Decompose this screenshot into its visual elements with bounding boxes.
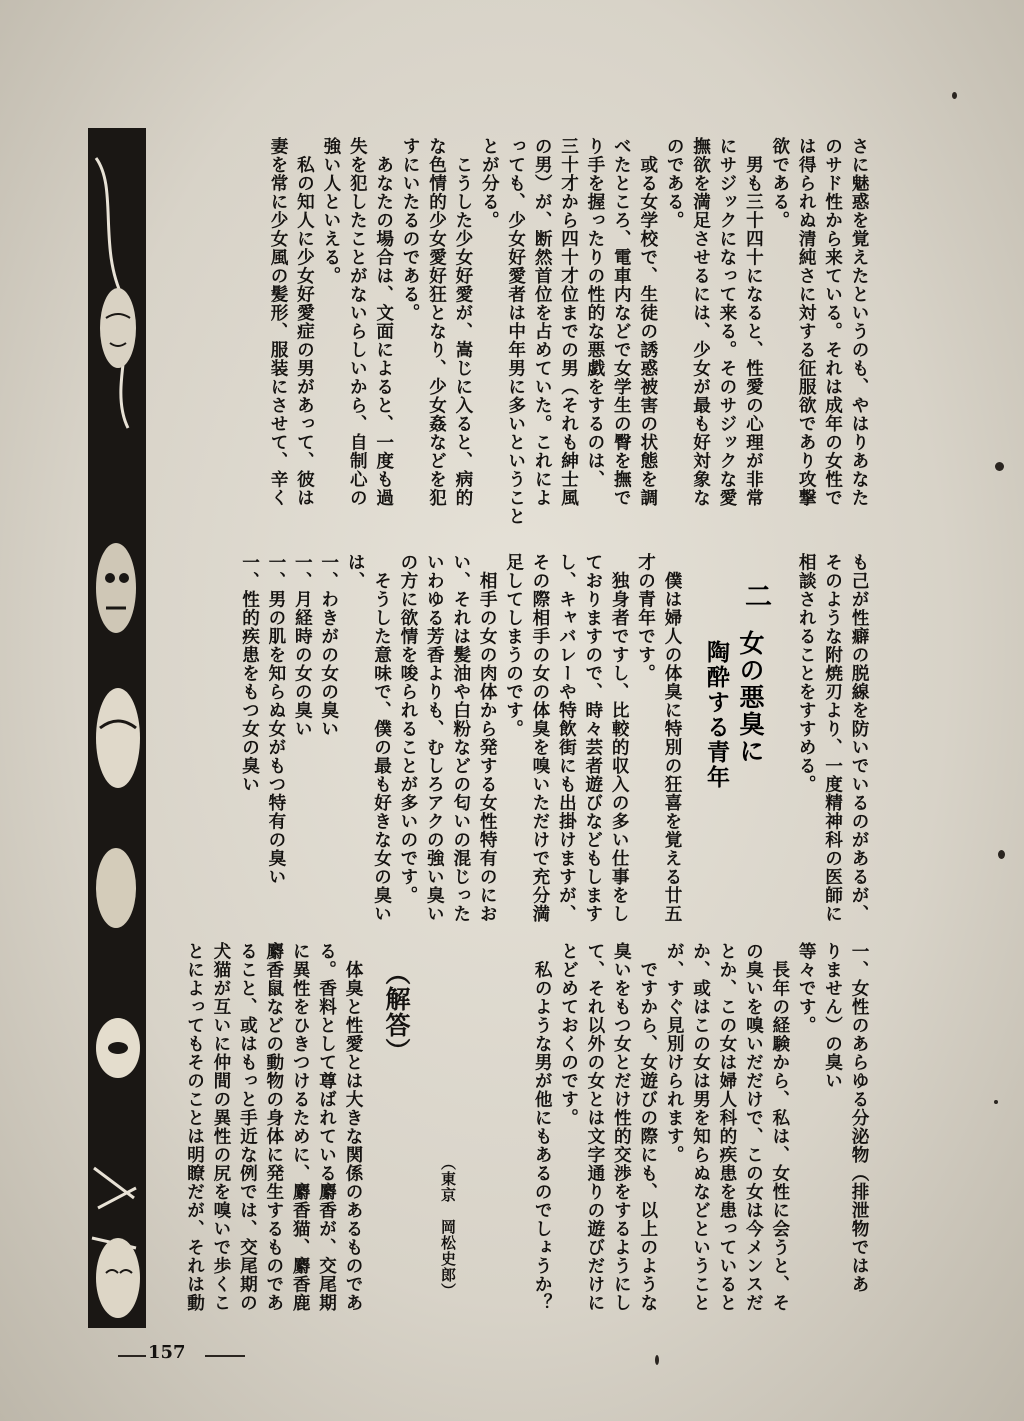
paper-speck (998, 850, 1005, 859)
text-line: は、 (345, 553, 367, 590)
text-line: そうした意味で、僕の最も好きな女の臭い (371, 553, 393, 923)
text-line: ること、或はもっと手近な例では、交尾期の (237, 942, 259, 1312)
list-item: 一、わきがの女の臭い (318, 553, 340, 738)
text-line: い、それは髪油や白粉などの匂いの混じった (450, 553, 472, 923)
text-line: 私の知人に少女好愛症の男があって、彼は (294, 137, 316, 507)
text-line: のサド性から来ている。それは成年の女性で (822, 137, 844, 507)
text-line: 長年の経験から、私は、女性に会うと、そ (769, 942, 791, 1312)
text-line: いわゆる芳香よりも、むしろアクの強い臭い (424, 553, 446, 923)
text-line: 欲である。 (769, 137, 791, 230)
page-number-rule-right (205, 1355, 245, 1357)
text-line: 麝香鼠などの動物の身体に発生するものであ (263, 942, 285, 1312)
section-title: 女の悪臭に (736, 630, 765, 765)
text-line: すにいたるのである。 (400, 137, 422, 322)
text-line: べたところ、電車内などで女学生の臀を撫で (611, 137, 633, 507)
text-line: か、或はこの女は男を知らぬなどということ (690, 942, 712, 1312)
text-line: 強い人といえる。 (320, 137, 342, 285)
question-body-text (239, 553, 685, 943)
text-line: 才の青年です。 (635, 553, 657, 683)
decorative-illustration-strip (88, 128, 146, 1328)
text-line: 僕は婦人の体臭に特別の狂喜を覚える廿五 (662, 553, 683, 923)
text-line: 臭いをもつ女とだけ性的交渉をするようにし (611, 942, 633, 1312)
list-item: 一、月経時の女の臭い (292, 553, 314, 738)
text-line: 私のような男が他にもあるのでしょうか？ (532, 942, 554, 1312)
text-line: りません）の臭い (822, 942, 844, 1090)
text-line: 相談されることをすすめる。 (796, 553, 818, 794)
question-body-continued (478, 942, 872, 1332)
paper-speck (995, 462, 1004, 471)
text-line: の男）が、断然首位を占めていた。これによ (532, 137, 554, 507)
text-line: その際相手の女の体臭を嗅いただけで充分満 (529, 553, 551, 923)
text-line: る。香料として尊ばれている麝香が、交尾期 (316, 942, 338, 1312)
page-number: 157 (148, 1342, 186, 1363)
paper-speck (952, 92, 957, 99)
section-number: 二 (740, 582, 771, 609)
text-line: の方に欲情を唆られることが多いのです。 (397, 553, 419, 905)
text-line: とか、この女は婦人科的疾患を患っていると (716, 942, 738, 1312)
text-line: にサジックになって来る。そのサジックな愛 (716, 137, 738, 507)
text-line: し、キャバレーや特飲街にも出掛けますが、 (556, 553, 578, 923)
list-item: 一、性的疾患をもつ女の臭い (239, 553, 261, 794)
text-line: 独身者ですし、比較的収入の多い仕事をし (609, 553, 631, 923)
page-number-rule-left (118, 1355, 146, 1357)
text-line: 男も三十四十になると、性愛の心理が非常 (743, 137, 765, 507)
text-line: 三十才から四十才位までの男（それも紳士風 (558, 137, 580, 507)
text-line: とどめておくのです。 (558, 942, 580, 1127)
list-item: 一、男の肌を知らぬ女がもつ特有の臭い (265, 553, 287, 886)
paper-speck (994, 1100, 998, 1104)
text-line: に異性をひきつけるために、麝香猫、麝香鹿 (290, 942, 312, 1312)
list-item: 一、女性のあらゆる分泌物（排泄物ではあ (849, 942, 870, 1294)
text-line: て、それ以外の女とは文字通りの遊びだけに (584, 942, 606, 1312)
text-line: あなたの場合は、文面によると、一度も過 (373, 137, 395, 507)
text-line: ですから、女遊びの際にも、以上のような (637, 942, 659, 1312)
text-line: は得られぬ清純さに対する征服欲であり攻撃 (796, 137, 818, 507)
answer-body-text (160, 942, 366, 1332)
paper-speck (655, 1355, 659, 1365)
text-line: こうした少女好愛が、嵩じに入ると、病的 (452, 137, 474, 507)
text-line: 妻を常に少女風の髪形、服装にさせて、辛く (268, 137, 290, 507)
text-line: 相手の女の肉体から発する女性特有のにお (477, 553, 499, 923)
text-line: 失を犯したことがないらしいから、自制心の (347, 137, 369, 507)
text-line: も己が性癖の脱線を防いでいるのがあるが、 (849, 553, 870, 923)
text-line: 等々です。 (796, 942, 818, 1035)
upper-body-text (152, 137, 872, 537)
text-line: さに魅惑を覚えたというのも、やはりあなた (849, 137, 870, 507)
letter-signature: （東京 岡松史郎） (439, 1155, 457, 1299)
text-line: な色情的少女愛好狂となり、少女姦などを犯 (426, 137, 448, 507)
section-subtitle: 陶酔する青年 (703, 640, 730, 790)
text-line: が、すぐ見別けられます。 (664, 942, 686, 1164)
text-line: 体臭と性愛とは大きな関係のあるものであ (343, 942, 364, 1312)
text-line: とが分る。 (479, 137, 501, 230)
text-line: ておりますので、時々芸者遊びなどもします (582, 553, 604, 923)
text-line: そのような附焼刃より、一度精神科の医師に (822, 553, 844, 923)
text-line: とによってもそのことは明瞭だが、それは動 (184, 942, 206, 1312)
text-line: っても、少女好愛者は中年男に多いということ (505, 137, 527, 526)
answer-heading: （解答） (382, 960, 411, 1064)
text-line: 犬猫が互いに仲間の異性の尻を嗅いで歩くこ (210, 942, 232, 1312)
text-line: のである。 (664, 137, 686, 230)
continuation-text (782, 553, 872, 943)
text-line: 足してしまうのです。 (503, 553, 525, 738)
text-line: 或る女学校で、生徒の誘惑被害の状態を調 (637, 137, 659, 507)
text-line: 撫欲を満足させるには、少女が最も好対象な (690, 137, 712, 507)
text-line: り手を握ったりの性的な悪戯をするのは、 (584, 137, 606, 489)
text-line: の臭いを嗅いだだけで、この女は今メンスだ (743, 942, 765, 1312)
